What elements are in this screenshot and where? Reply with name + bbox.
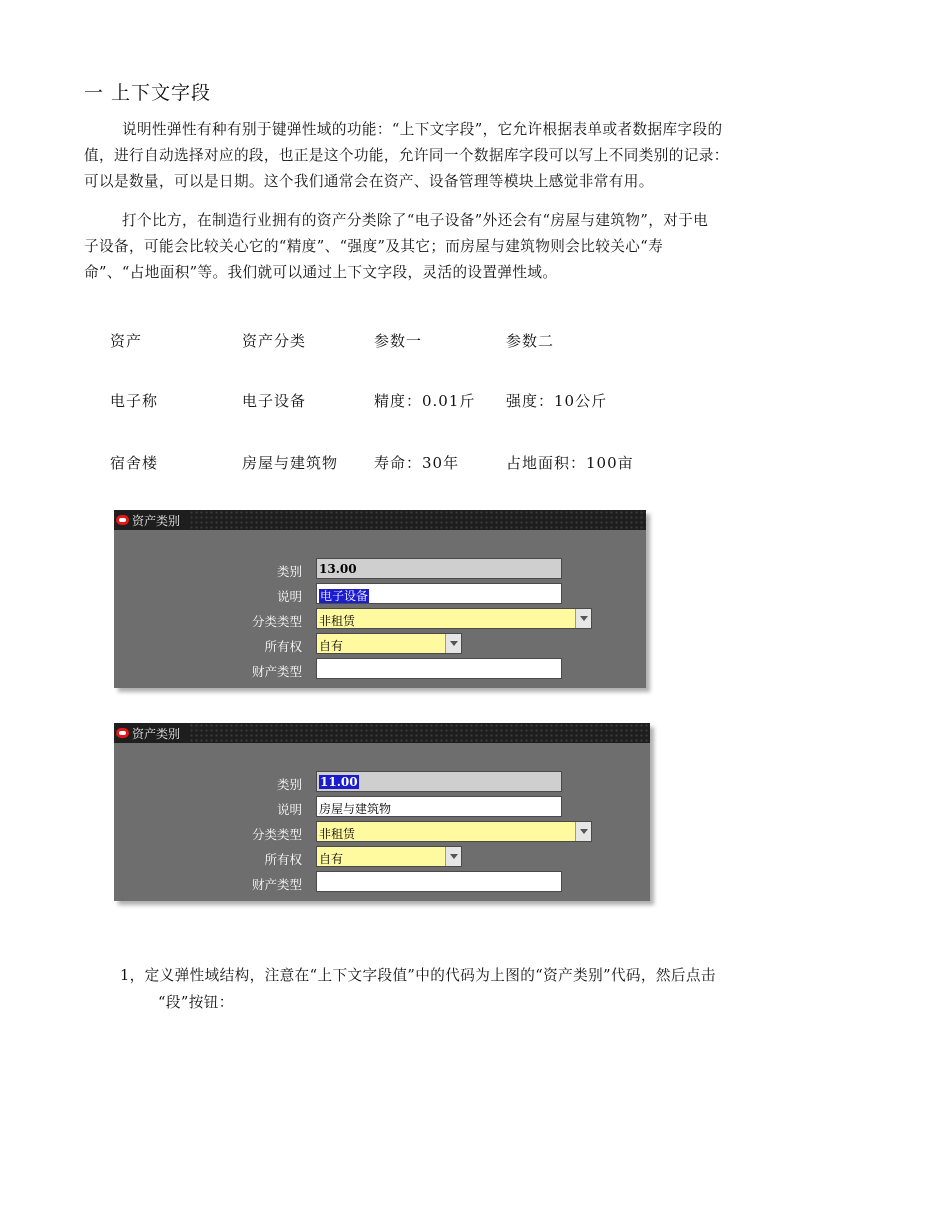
asset-category-form-electronic [114,510,646,688]
description-label: 说明 [276,589,302,604]
category-label: 类别 [276,564,302,579]
paragraph-line: 子设备，可能会比较关心它的“精度”、“强度”及其它；而房屋与建筑物则会比较关心“寿 [84,238,664,255]
asset-table [98,327,658,477]
paragraph-line: 可以是数量，可以是日期。这个我们通常会在资产、设备管理等模块上感觉非常有用。 [84,173,654,190]
description-field[interactable] [316,796,562,817]
paragraph-line: 说明性弹性有种有别于键弹性域的功能：“上下文字段”，它允许根据表单或者数据库字段的 [122,121,723,138]
ownership-select[interactable] [316,846,462,867]
class-type-select[interactable] [316,608,592,629]
paragraph-line: 命”、“占地面积”等。我们就可以通过上下文字段，灵活的设置弹性域。 [84,264,558,281]
table-header-row [98,327,658,387]
dropdown-arrow-icon[interactable] [575,822,591,841]
description-value: 电子设备 [320,589,369,603]
table-cell: 宿舍楼 [110,454,159,472]
form-title-bar[interactable] [114,723,650,743]
table-cell: 寿命：30年 [374,454,460,472]
category-field[interactable] [316,771,562,792]
dropdown-arrow-icon[interactable] [445,847,461,866]
step-line: 1，定义弹性域结构，注意在“上下文字段值”中的代码为上图的“资产类别”代码，然后点击 [120,967,716,984]
description-value: 房屋与建筑物 [319,802,392,816]
paragraph-context-field [84,117,890,195]
table-cell: 电子设备 [242,392,307,410]
form-title-bar[interactable] [114,510,646,530]
ownership-value: 自有 [319,852,344,866]
category-value: 13.00 [319,562,357,576]
table-row [98,449,658,477]
table-cell: 精度：0.01斤 [374,392,476,410]
category-field[interactable] [316,558,562,579]
form-title [116,510,188,530]
form-title [116,723,188,743]
step-line: “段”按钮： [158,994,234,1011]
oracle-icon [116,728,129,738]
asset-category-form-building [114,723,650,901]
table-cell: 强度：10公斤 [506,392,608,410]
form-title-text: 资产类别 [132,513,181,528]
table-cell: 占地面积：100亩 [506,454,634,472]
ownership-select[interactable] [316,633,462,654]
property-type-field[interactable] [316,658,562,679]
table-cell: 电子称 [110,392,159,410]
property-type-label: 财产类型 [251,664,302,679]
table-header-cell: 参数一 [374,332,423,350]
description-field[interactable] [316,583,562,604]
table-cell: 房屋与建筑物 [242,454,339,472]
heading: 一 上下文字段 [84,82,212,104]
class-type-value: 非租赁 [319,614,356,628]
ownership-value: 自有 [319,639,344,653]
table-header-cell: 参数二 [506,332,555,350]
description-label: 说明 [276,802,302,817]
paragraph-line: 打个比方，在制造行业拥有的资产分类除了“电子设备”外还会有“房屋与建筑物”，对于电 [122,212,709,229]
paragraph-example [84,208,890,286]
ownership-label: 所有权 [264,852,302,867]
table-header-cell: 资产 [110,332,143,350]
step-1-instruction [120,962,910,1016]
oracle-icon [116,515,129,525]
class-type-select[interactable] [316,821,592,842]
property-type-field[interactable] [316,871,562,892]
paragraph-line: 值，进行自动选择对应的段，也正是这个功能，允许同一个数据库字段可以写上不同类别的记录： [84,147,729,164]
table-header-cell: 资产分类 [242,332,307,350]
ownership-label: 所有权 [264,639,302,654]
class-type-label: 分类类型 [251,614,302,629]
table-row [98,387,658,449]
class-type-label: 分类类型 [251,827,302,842]
class-type-value: 非租赁 [319,827,356,841]
category-value: 11.00 [320,775,358,789]
form-title-text: 资产类别 [132,726,181,741]
dropdown-arrow-icon[interactable] [575,609,591,628]
dropdown-arrow-icon[interactable] [445,634,461,653]
category-label: 类别 [276,777,302,792]
property-type-label: 财产类型 [251,877,302,892]
